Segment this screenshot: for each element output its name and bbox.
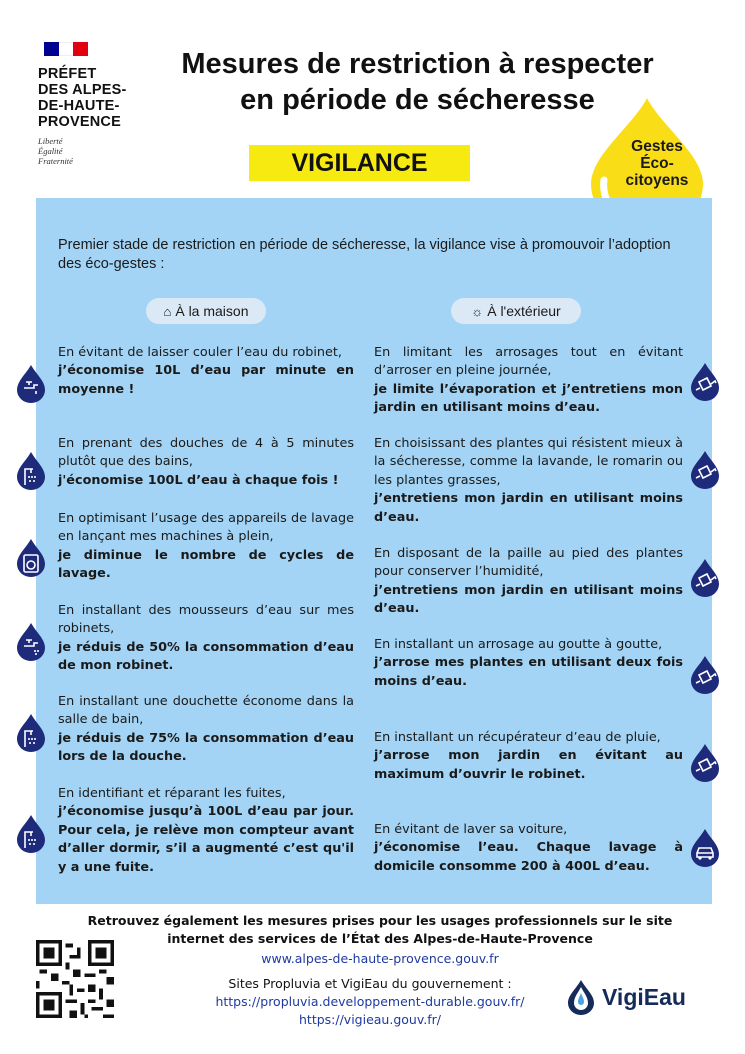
outside-measure-3: En disposant de la paille au pied des plantes pour conserver l’humidité, j’entretiens mon jardin en utilisant moins d’eau.: [374, 546, 683, 617]
washing-machine-icon: [16, 538, 46, 578]
watering-can-icon: [690, 743, 720, 783]
republic-motto: Liberté Égalité Fraternité: [38, 136, 73, 166]
tab-outside: ☼ À l'extérieur: [451, 298, 581, 324]
eco-gestures-label: Gestes Éco- citoyens: [625, 138, 689, 189]
watering-can-icon: [690, 362, 720, 402]
leak-icon: [16, 814, 46, 854]
faucet-icon: [16, 364, 46, 404]
home-measure-1: En évitant de laisser couler l’eau du robinet, j’économise 10L d’eau par minute en moyenne !: [58, 345, 354, 397]
alert-level-badge: VIGILANCE: [249, 145, 470, 181]
shower-head-icon: [16, 713, 46, 753]
faucet-aerator-icon: [16, 622, 46, 662]
gov-sites-label: Sites Propluvia et VigiEau du gouvernement :: [228, 976, 512, 991]
prefecture-site-link[interactable]: www.alpes-de-haute-provence.gouv.fr: [261, 951, 499, 966]
watering-can-icon: [690, 450, 720, 490]
sun-icon: ☼: [471, 304, 484, 319]
home-measure-2: En prenant des douches de 4 à 5 minutes plutôt que des bains, j'économise 100L d’eau à chaque fois !: [58, 436, 354, 488]
outside-measure-6: En évitant de laver sa voiture, j’économise l’eau. Chaque lavage à domicile consomme 200 à 400L d’eau.: [374, 822, 683, 874]
outside-measure-1: En limitant les arrosages tout en évitant d’arroser en pleine journée, je limite l’évaporation et j’entretiens mon jardin en utilisant moins d’eau.: [374, 345, 683, 416]
home-measure-4: En installant des mousseurs d’eau sur mes robinets, je réduis de 50% la consommation d’eau de mon robinet.: [58, 603, 354, 674]
page-title: Mesures de restriction à respecter en période de sécheresse: [181, 48, 654, 116]
marianne-flag-icon: [44, 42, 88, 56]
car-icon: [690, 828, 720, 868]
home-measure-5: En installant une douchette économe dans la salle de bain, je réduis de 75% la consommation d’eau lors de la douche.: [58, 694, 354, 765]
vigieau-brand: VigiEau: [602, 984, 686, 1010]
prefecture-logo: [38, 42, 148, 166]
outside-measure-5: En installant un récupérateur d’eau de pluie, j’arrose mon jardin en évitant au maximum d’ouvrir le robinet.: [374, 730, 683, 782]
tab-at-home: ⌂ À la maison: [146, 298, 266, 324]
outside-measure-4: En installant un arrosage au goutte à goutte, j’arrose mes plantes en utilisant deux fois moins d’eau.: [374, 637, 683, 689]
outside-measure-2: En choisissant des plantes qui résistent mieux à la sécheresse, comme la lavande, le romarin ou les plantes grasses, j’entretiens mon jardin en utilisant moins d’eau.: [374, 436, 683, 525]
intro-text: Premier stade de restriction en période de sécheresse, la vigilance vise à promouvoir l’adoption des éco-gestes :: [58, 237, 671, 272]
shower-icon: [16, 451, 46, 491]
watering-can-icon: [690, 655, 720, 695]
watering-can-icon: [690, 558, 720, 598]
footer-notice: Retrouvez également les mesures prises pour les usages professionnels sur le site internet des services de l’État des Alpes-de-Haute-Provence: [87, 913, 673, 946]
propluvia-link[interactable]: https://propluvia.developpement-durable.gouv.fr/: [215, 994, 525, 1009]
vigieau-link[interactable]: https://vigieau.gouv.fr/: [299, 1012, 441, 1027]
qr-code-icon: [36, 940, 114, 1018]
prefecture-name: PRÉFET DES ALPES- DE-HAUTE- PROVENCE: [38, 66, 127, 130]
home-measure-6: En identifiant et réparant les fuites, j’économise jusqu’à 100L d’eau par jour. Pour cela, je relève mon compteur avant d’aller dormir, s’il a augmenté c’est qu'il y a une fuite.: [58, 786, 354, 875]
home-measure-3: En optimisant l’usage des appareils de lavage en lançant mes machines à plein, je diminue le nombre de cycles de lavage.: [58, 511, 354, 582]
house-icon: ⌂: [163, 304, 172, 319]
